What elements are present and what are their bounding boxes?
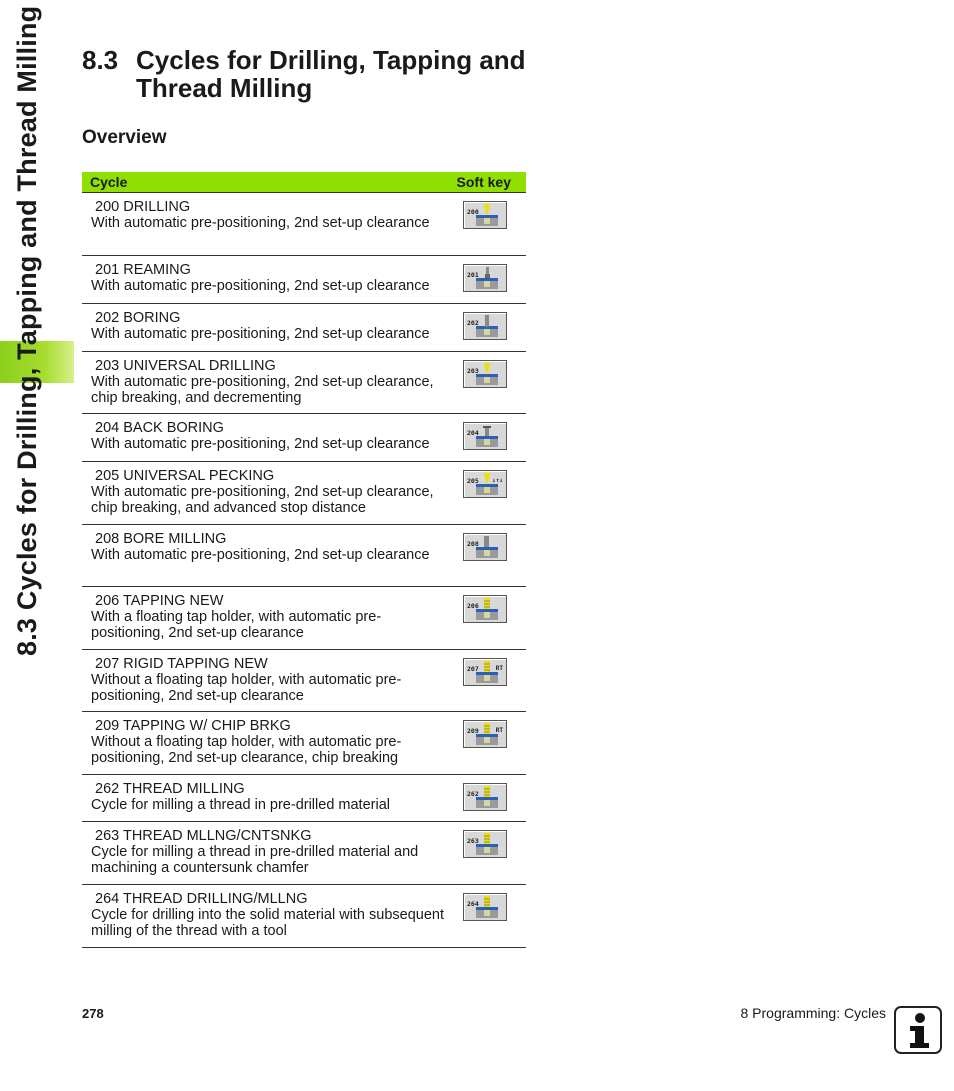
table-row [82, 193, 526, 256]
softkey-number: 201 [467, 271, 479, 279]
cycle-description: Without a floating tap holder, with automatic pre-positioning, 2nd set-up clearance, chip breaking [91, 734, 402, 766]
cycle-cell [82, 414, 446, 462]
softkey-number: 264 [467, 900, 479, 908]
softkey-number: 200 [467, 208, 479, 216]
softkey-number: 206 [467, 602, 479, 610]
cycle-description: With automatic pre-positioning, 2nd set-up clearance [91, 278, 430, 294]
softkey-202[interactable] [463, 312, 507, 340]
softkey-209[interactable] [463, 720, 507, 748]
softkey-number: 209 [467, 727, 479, 735]
cycle-name: 202 BORING [95, 310, 181, 326]
cycle-name: 262 THREAD MILLING [95, 781, 245, 797]
softkey-number: 262 [467, 790, 479, 798]
column-header-softkey: Soft key [446, 172, 526, 193]
cycle-name: 209 TAPPING W/ CHIP BRKG [95, 718, 291, 734]
softkey-cell [446, 587, 526, 650]
softkey-number: 202 [467, 319, 479, 327]
info-icon [894, 1006, 942, 1054]
table-row [82, 885, 526, 948]
softkey-cell [446, 712, 526, 775]
softkey-205[interactable] [463, 470, 507, 498]
cycle-description: With automatic pre-positioning, 2nd set-up clearance [91, 436, 430, 452]
cycle-name: 204 BACK BORING [95, 420, 224, 436]
softkey-208[interactable] [463, 533, 507, 561]
softkey-number: 203 [467, 367, 479, 375]
softkey-cell [446, 462, 526, 525]
cycle-description: With automatic pre-positioning, 2nd set-up clearance, chip breaking, and decrementing [91, 374, 434, 406]
table-row [82, 775, 526, 822]
softkey-cell [446, 352, 526, 414]
table-row [82, 525, 526, 587]
cycle-name: 203 UNIVERSAL DRILLING [95, 358, 276, 374]
table-row [82, 822, 526, 885]
table-body [82, 193, 526, 948]
softkey-number: 208 [467, 540, 479, 548]
cycle-cell [82, 193, 446, 256]
cycle-cell [82, 525, 446, 587]
cycle-name: 201 REAMING [95, 262, 191, 278]
cycle-name: 264 THREAD DRILLING/MLLNG [95, 891, 308, 907]
cycle-name: 206 TAPPING NEW [95, 593, 224, 609]
side-chapter-title: 8.3 Cycles for Drilling, Tapping and Thread Milling [12, 5, 42, 656]
softkey-cell [446, 822, 526, 885]
softkey-207[interactable] [463, 658, 507, 686]
softkey-cell [446, 525, 526, 587]
cycle-name: 207 RIGID TAPPING NEW [95, 656, 268, 672]
cycle-cell [82, 256, 446, 304]
softkey-206[interactable] [463, 595, 507, 623]
cycle-description: Without a floating tap holder, with automatic pre-positioning, 2nd set-up clearance [91, 672, 402, 704]
softkey-extra-label: ↓↑↓ [492, 477, 503, 484]
softkey-203[interactable] [463, 360, 507, 388]
cycle-cell [82, 822, 446, 885]
cycle-name: 200 DRILLING [95, 199, 191, 215]
table-row [82, 587, 526, 650]
cycle-name: 263 THREAD MLLNG/CNTSNKG [95, 828, 312, 844]
softkey-cell [446, 193, 526, 256]
cycle-description: Cycle for drilling into the solid material with subsequent milling of the thread with a tool [91, 907, 445, 939]
table-header-row [82, 172, 526, 193]
cycle-name: 208 BORE MILLING [95, 531, 227, 547]
softkey-number: 263 [467, 837, 479, 845]
cycle-description: With automatic pre-positioning, 2nd set-up clearance [91, 326, 430, 342]
softkey-number: 204 [467, 429, 479, 437]
cycle-cell [82, 352, 446, 414]
cycle-description: With automatic pre-positioning, 2nd set-up clearance, chip breaking, and advanced stop distance [91, 484, 434, 516]
softkey-cell [446, 650, 526, 712]
cycle-name: 205 UNIVERSAL PECKING [95, 468, 275, 484]
softkey-cell [446, 256, 526, 304]
table-row [82, 712, 526, 775]
softkey-number: 205 [467, 477, 479, 485]
softkey-264[interactable] [463, 893, 507, 921]
chapter-title-line1: Cycles for Drilling, Tapping and [136, 45, 526, 75]
cycle-cell [82, 462, 446, 525]
table-row [82, 256, 526, 304]
cycle-cell [82, 650, 446, 712]
softkey-extra-label: RT [495, 665, 503, 672]
softkey-204[interactable] [463, 422, 507, 450]
table-row [82, 462, 526, 525]
table-row [82, 352, 526, 414]
softkey-200[interactable] [463, 201, 507, 229]
page-number: 278 [82, 1006, 104, 1021]
softkey-number: 207 [467, 665, 479, 673]
chapter-number: 8.3 [82, 45, 119, 75]
cycle-description: With automatic pre-positioning, 2nd set-up clearance [91, 547, 430, 563]
cycle-description: With a floating tap holder, with automatic pre-positioning, 2nd set-up clearance [91, 609, 382, 641]
table-row [82, 414, 526, 462]
softkey-263[interactable] [463, 830, 507, 858]
footer-chapter-label: 8 Programming: Cycles [740, 1005, 886, 1021]
cycle-cell [82, 885, 446, 948]
cycle-cell [82, 587, 446, 650]
cycle-overview-table [82, 172, 526, 948]
softkey-201[interactable] [463, 264, 507, 292]
cycle-description: Cycle for milling a thread in pre-drilled material and machining a countersunk chamfer [91, 844, 419, 876]
softkey-cell [446, 304, 526, 352]
section-title: Overview [82, 127, 167, 148]
column-header-cycle: Cycle [82, 172, 446, 193]
cycle-cell [82, 775, 446, 822]
softkey-262[interactable] [463, 783, 507, 811]
softkey-cell [446, 775, 526, 822]
softkey-cell [446, 885, 526, 948]
cycle-cell [82, 712, 446, 775]
page-title [82, 46, 542, 102]
cycle-description: Cycle for milling a thread in pre-drilled material [91, 797, 390, 813]
cycle-description: With automatic pre-positioning, 2nd set-up clearance [91, 215, 430, 231]
table-row [82, 650, 526, 712]
softkey-cell [446, 414, 526, 462]
softkey-extra-label: RT [495, 727, 503, 734]
table-row [82, 304, 526, 352]
cycle-cell [82, 304, 446, 352]
chapter-title-line2: Thread Milling [136, 73, 313, 103]
